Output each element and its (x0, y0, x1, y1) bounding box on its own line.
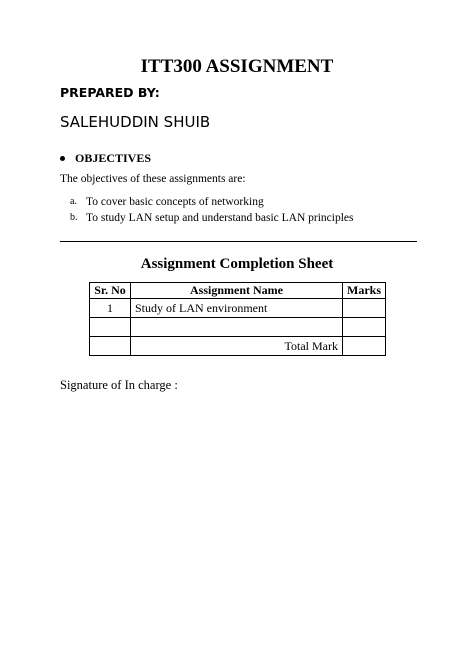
list-marker: b. (70, 212, 78, 223)
table-total-row (90, 337, 386, 356)
sheet-title: Assignment Completion Sheet (140, 256, 334, 272)
cell-sr-no (90, 318, 131, 337)
objectives-heading: OBJECTIVES (75, 151, 152, 165)
cell-empty (90, 337, 131, 356)
cell-total-marks (343, 337, 386, 356)
list-marker: a. (70, 196, 77, 207)
cell-marks (343, 299, 386, 318)
cell-sr-no: 1 (90, 299, 131, 318)
cell-assignment-name: Study of LAN environment (131, 299, 343, 318)
document-title: ITT300 ASSIGNMENT (140, 56, 334, 77)
objectives-intro: The objectives of these assignments are: (60, 173, 246, 185)
table-row (90, 318, 386, 337)
bullet-icon (60, 156, 65, 161)
objective-text: To cover basic concepts of networking (86, 196, 264, 208)
total-mark-label: Total Mark (131, 337, 343, 356)
table-header-row (90, 283, 386, 299)
objectives-heading-row (60, 151, 151, 166)
column-header-sr-no: Sr. No (90, 283, 131, 299)
completion-table (89, 282, 386, 356)
column-header-assignment-name: Assignment Name (131, 283, 343, 299)
objective-item (70, 194, 353, 210)
horizontal-divider (60, 241, 417, 242)
cell-assignment-name (131, 318, 343, 337)
prepared-by-label: PREPARED BY: (60, 85, 160, 100)
objectives-list (70, 194, 353, 226)
cell-marks (343, 318, 386, 337)
objective-item (70, 210, 353, 226)
table-row (90, 299, 386, 318)
author-name: SALEHUDDIN SHUIB (60, 113, 211, 131)
column-header-marks: Marks (343, 283, 386, 299)
objective-text: To study LAN setup and understand basic LAN principles (86, 212, 354, 224)
signature-label: Signature of In charge : (60, 378, 178, 392)
